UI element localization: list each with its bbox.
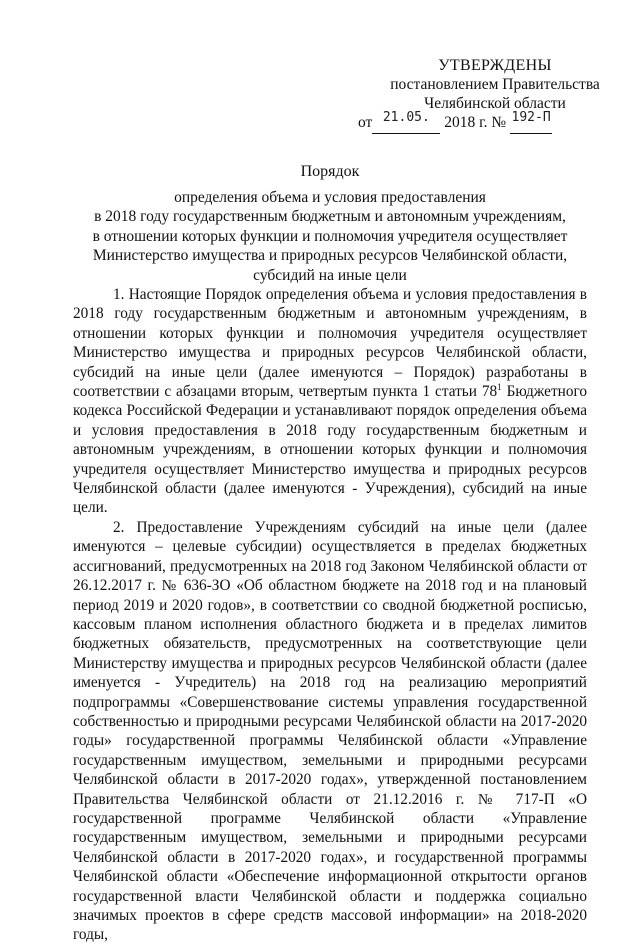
date-blank: [372, 110, 440, 134]
approval-title: УТВЕРЖДЕНЫ: [438, 57, 552, 74]
date-prefix: от: [358, 114, 373, 131]
heading-line-1: определения объема и условия предоставления: [174, 188, 486, 206]
heading-line-5: субсидий на иные цели: [253, 266, 407, 284]
handwritten-date: 21.05.: [382, 110, 430, 125]
approval-block: [358, 56, 610, 134]
heading-line-3: в отношении которых функции и полномочия учредителя осуществляет: [92, 227, 568, 245]
approval-line-1: постановлением Правительства: [390, 76, 600, 93]
document-body: [73, 285, 587, 945]
approval-date-line: [358, 110, 610, 134]
article-superscript: 1: [497, 381, 502, 392]
handwritten-number: 192-П: [511, 110, 551, 125]
date-year: 2018 г. №: [444, 114, 507, 131]
heading-line-4: Министерство имущества и природных ресурсов Челябинской области,: [92, 247, 568, 264]
paragraph-1-text-b: Бюджетного кодекса Российской Федерации и устанавливают порядок определения объема и условия предоставления в 2018 году государственным бюджетным и автономным учреждениям, в отношении которых функции и полномочия учредителя осуществляет Министерство имущества и природных ресурсов Челябинской области (далее именуются - Учреждения), субсидий на иные цели.: [73, 383, 588, 517]
heading-title: Порядок: [300, 163, 360, 180]
paragraph-2: 2. Предоставление Учреждениям субсидий на иные цели (далее именуются – целевые субсидии) осуществляется в пределах бюджетных ассигнований, предусмотренных на 2018 год Законом Челябинской области от 26.12.2017 г. № 636-ЗО «Об областном бюджете на 2018 год и на плановый период 2019 и 2020 годов», в соответствии со сводной бюджетной росписью, кассовым планом исполнения областного бюджета и в пределах лимитов бюджетных обязательств, предусмотренных на соответствующие цели Министерству имущества и природных ресурсов Челябинской области (далее именуется - Учредитель) на 2018 год на реализацию мероприятий подпрограммы «Совершенствование системы управления государственной собственностью и природными ресурсами Челябинской области на 2017-2020 годы» государственной программы Челябинской области «Управление государственным имуществом, земельными и природными ресурсами Челябинской области в 2017-2020 годах», утвержденной постановлением Правительства Челябинской области от 21.12.2016 г. № 717-П «О государственной программе Челябинской области «Управление государственным имуществом, земельными и природными ресурсами Челябинской области в 2017-2020 годах», и государственной программы Челябинской области «Обеспечение информационной открытости органов государственной власти Челябинской области и поддержка социально значимых проектов в сфере средств массовой информации» на 2018-2020 годы,: [73, 518, 587, 944]
approval-line-2: Челябинской области: [424, 95, 566, 112]
heading-line-2: в 2018 году государственным бюджетным и автономным учреждениям,: [94, 208, 566, 225]
document-heading: [80, 162, 580, 285]
paragraph-1-text-a: 1. Настоящие Порядок определения объема и условия предоставления в 2018 году государственным бюджетным и автономным учреждениям, в отношении которых функции и полномочия учредителя осуществляет Министерство имущества и природных ресурсов Челябинской области, субсидий на иные цели (далее именуются – Порядок) разработаны в соответствии с абзацами вторым, четвертым пункта 1 статьи 78: [73, 286, 587, 401]
number-blank: [510, 110, 552, 134]
paragraph-1: [73, 285, 587, 518]
